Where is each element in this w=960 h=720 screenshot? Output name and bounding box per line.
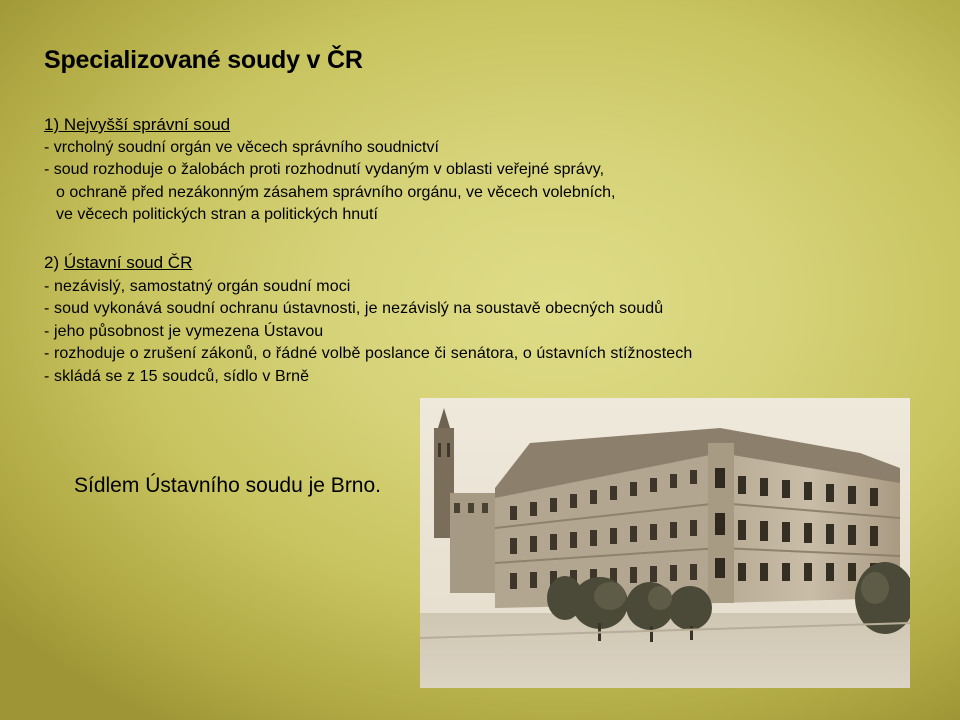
list-item: - nezávislý, samostatný orgán soudní moci bbox=[44, 277, 351, 295]
list-item: - jeho působnost je vymezena Ústavou bbox=[44, 322, 324, 340]
section-supreme-administrative-court bbox=[44, 114, 615, 227]
building-illustration bbox=[420, 398, 910, 688]
photo-caption: Sídlem Ústavního soudu je Brno. bbox=[74, 474, 382, 497]
list-item: - soud vykonává soudní ochranu ústavnosti, je nezávislý na soustavě obecných soudů bbox=[44, 300, 664, 318]
section-heading: 1) Nejvyšší správní soud bbox=[44, 115, 231, 134]
court-building-photo bbox=[420, 398, 910, 688]
list-item: - rozhoduje o zrušení zákonů, o řádné volbě poslance či senátora, o ústavních stížnostech bbox=[44, 345, 693, 363]
list-item: ve věcech politických stran a politických hnutí bbox=[56, 206, 378, 223]
list-item: - soud rozhoduje o žalobách proti rozhodnutí vydaným v oblasti veřejné správy, bbox=[44, 161, 605, 178]
heading-link-text: Ústavní soud ČR bbox=[63, 253, 193, 272]
section-constitutional-court bbox=[44, 252, 692, 389]
list-item: o ochraně před nezákonným zásahem správního orgánu, ve věcech volebních, bbox=[56, 183, 616, 201]
list-item: - vrcholný soudní orgán ve věcech správního soudnictví bbox=[44, 138, 439, 156]
section-heading bbox=[44, 252, 692, 275]
slide-title: Specializované soudy v ČR bbox=[44, 46, 363, 74]
list-item: - skládá se z 15 soudců, sídlo v Brně bbox=[44, 367, 310, 385]
heading-prefix: 2) bbox=[44, 253, 64, 272]
